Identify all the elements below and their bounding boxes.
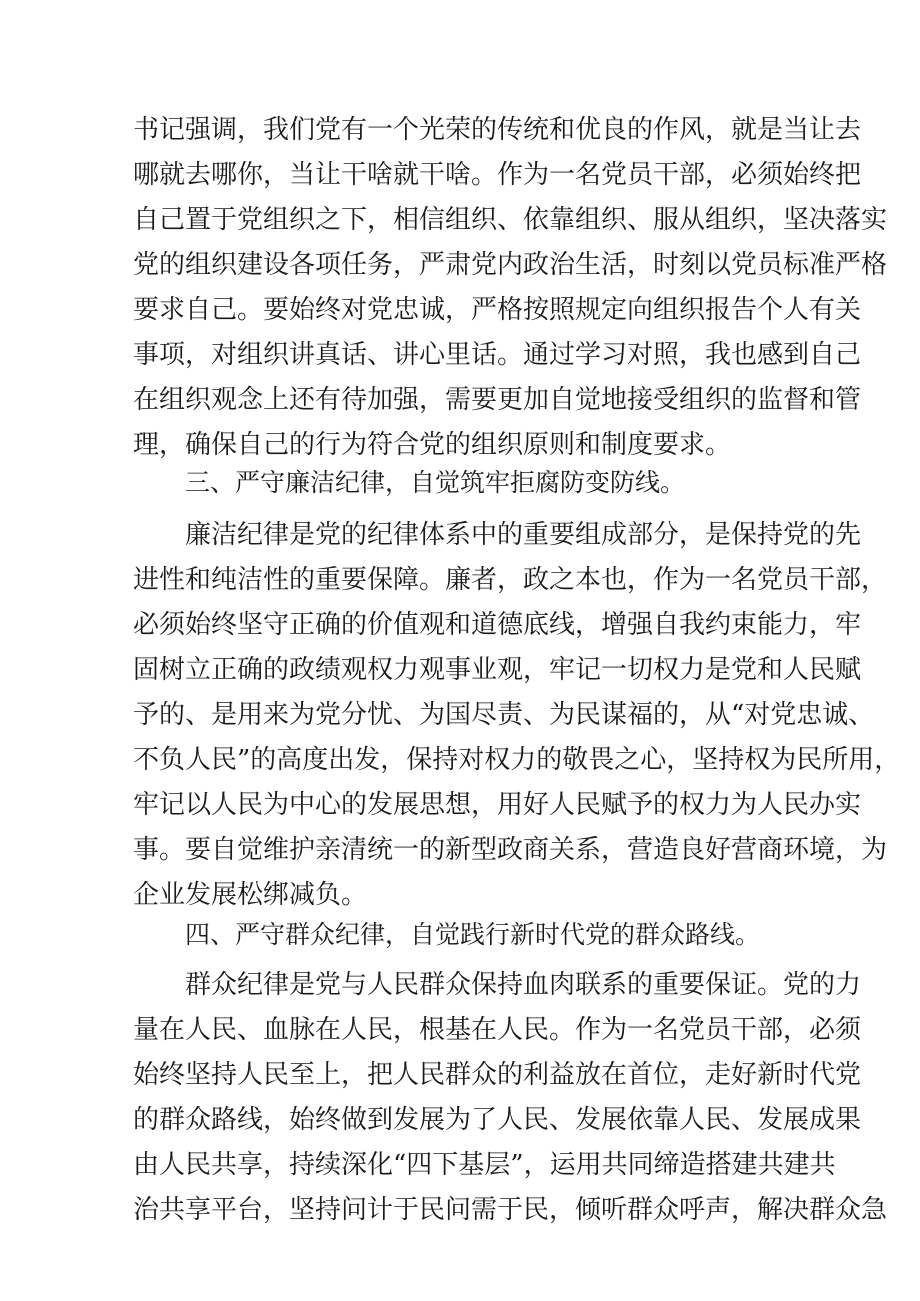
paragraph-line: 书记强调，我们党有一个光荣的传统和优良的作风，就是当让去	[133, 115, 862, 145]
paragraph-line: 企业发展松绑减负。	[133, 880, 368, 910]
section-heading-4: 四、严守群众纪律，自觉践行新时代党的群众路线。	[185, 920, 761, 949]
section-heading-3: 三、严守廉洁纪律，自觉筑牢拒腐防变防线。	[185, 468, 686, 497]
paragraph-line: 哪就去哪你，当让干啥就干啥。作为一名党员干部，必须始终把	[133, 160, 862, 190]
paragraph-line: 不负人民”的高度出发，保持对权力的敬畏之心，坚持权为民所用，	[133, 745, 901, 775]
paragraph-line: 要求自己。要始终对党忠诚，严格按照规定向组织报告个人有关	[133, 295, 862, 325]
paragraph-line: 予的、是用来为党分忧、为国尽责、为民谋福的，从“对党忠诚、	[133, 700, 875, 730]
paragraph-line: 事。要自觉维护亲清统一的新型政商关系，营造良好营商环境，为	[133, 835, 888, 865]
paragraph-line: 进性和纯洁性的重要保障。廉者，政之本也，作为一名党员干部，	[133, 565, 888, 595]
paragraph-line: 的群众路线，始终做到发展为了人民、发展依靠人民、发展成果	[133, 1105, 862, 1135]
paragraph-line: 牢记以人民为中心的发展思想，用好人民赋予的权力为人民办实	[133, 790, 862, 820]
paragraph-line: 治共享平台，坚持问计于民问需于民，倾听群众呼声，解决群众急	[133, 1195, 888, 1225]
paragraph-line: 在组织观念上还有待加强，需要更加自觉地接受组织的监督和管	[133, 385, 862, 415]
paragraph-line: 量在人民、血脉在人民，根基在人民。作为一名党员干部，必须	[133, 1015, 862, 1045]
paragraph-line: 事项，对组织讲真话、讲心里话。通过学习对照，我也感到自己	[133, 340, 862, 370]
paragraph-line: 廉洁纪律是党的纪律体系中的重要组成部分，是保持党的先	[185, 520, 862, 550]
paragraph-line: 始终坚持人民至上，把人民群众的利益放在首位，走好新时代党	[133, 1060, 862, 1090]
paragraph-line: 固树立正确的政绩观权力观事业观，牢记一切权力是党和人民赋	[133, 655, 862, 685]
paragraph-line: 自己置于党组织之下，相信组织、依靠组织、服从组织，坚决落实	[133, 205, 888, 235]
paragraph-line: 群众纪律是党与人民群众保持血肉联系的重要保证。党的力	[185, 970, 862, 1000]
paragraph-line: 必须始终坚守正确的价值观和道德底线，增强自我约束能力，牢	[133, 610, 862, 640]
paragraph-line: 党的组织建设各项任务，严肃党内政治生活，时刻以党员标准严格	[133, 250, 888, 280]
paragraph-line: 理，确保自己的行为符合党的组织原则和制度要求。	[133, 430, 732, 460]
paragraph-line: 由人民共享，持续深化“四下基层”，运用共同缔造搭建共建共	[133, 1150, 836, 1180]
